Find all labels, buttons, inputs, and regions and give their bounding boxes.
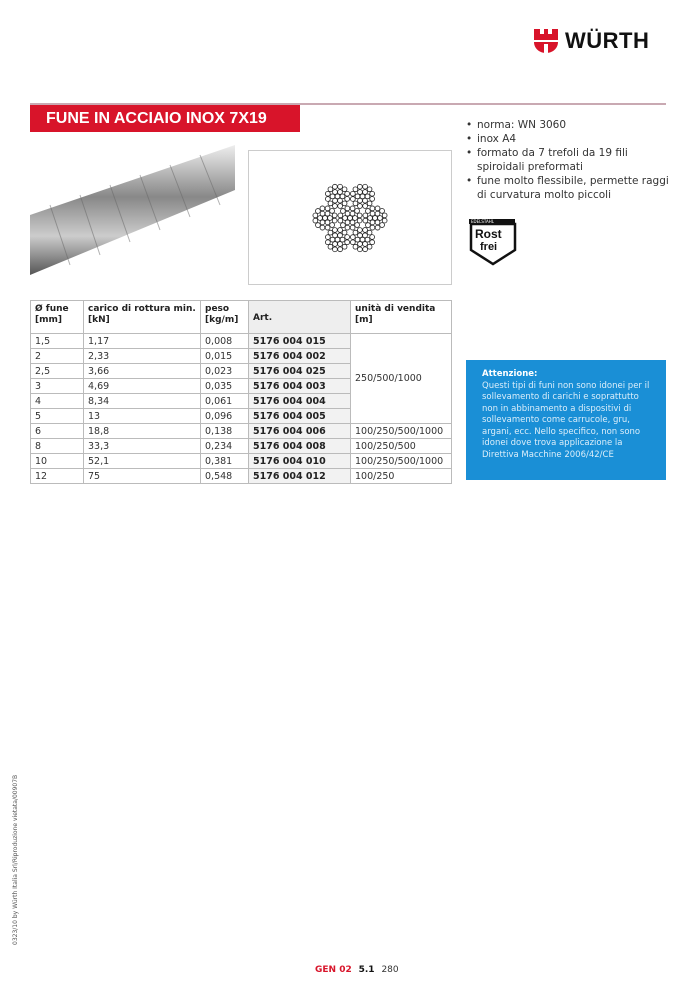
wire-mark <box>350 196 355 201</box>
wire-mark <box>350 225 355 230</box>
table-cell: 5 <box>31 409 84 424</box>
wire-mark <box>366 222 371 227</box>
table-cell: 3,66 <box>84 364 201 379</box>
wire-mark <box>370 196 375 201</box>
wire-mark <box>342 230 347 235</box>
table-row <box>31 334 452 349</box>
feature-item: • formato da 7 trefoli da 19 fili spiroidali preformati <box>466 146 671 174</box>
wire-mark <box>338 241 343 246</box>
table-cell: 5176 004 015 <box>249 334 351 349</box>
col-header: carico di rottura min. [kN] <box>84 301 201 334</box>
feature-list <box>466 118 671 202</box>
wire-mark <box>358 203 363 208</box>
badge-top: EDELSTAHL <box>471 219 495 224</box>
wire-mark <box>380 222 385 227</box>
wire-mark <box>338 184 343 189</box>
wire-mark <box>325 219 330 224</box>
wire-mark <box>375 205 380 210</box>
wire-mark <box>350 205 355 210</box>
wire-mark <box>316 208 321 213</box>
wire-mark <box>313 218 318 223</box>
wire-mark <box>363 213 368 218</box>
cross-section-diagram <box>248 150 452 285</box>
wire-mark <box>328 244 333 249</box>
wire-mark <box>338 218 343 223</box>
wire-mark <box>332 212 337 217</box>
table-cell: 18,8 <box>84 424 201 439</box>
feature-item: • fune molto flessibile, permette raggi di curvatura molto piccoli <box>466 174 671 202</box>
wire-mark <box>363 232 368 237</box>
brand-name: WÜRTH <box>565 28 650 53</box>
wire-mark <box>350 239 355 244</box>
table-cell: 5176 004 006 <box>249 424 351 439</box>
wire-mark <box>363 203 368 208</box>
table-cell: 0,015 <box>201 349 249 364</box>
table-cell: 0,096 <box>201 409 249 424</box>
wire-mark <box>367 230 372 235</box>
table-cell: 2,33 <box>84 349 201 364</box>
table-cell: 5176 004 025 <box>249 364 351 379</box>
rope-photo <box>30 145 235 275</box>
wire-mark <box>338 213 343 218</box>
table-cell: 2,5 <box>31 364 84 379</box>
table-cell: 4,69 <box>84 379 201 394</box>
table-cell: 0,061 <box>201 394 249 409</box>
wire-mark <box>370 225 375 230</box>
badge-line2: frei <box>480 241 498 253</box>
wire-mark <box>320 211 325 216</box>
wurth-logo <box>533 28 649 54</box>
wire-mark <box>325 211 330 216</box>
table-cell: 33,3 <box>84 439 201 454</box>
wire-mark <box>325 239 330 244</box>
wire-mark <box>325 191 330 196</box>
wire-mark <box>357 227 362 232</box>
wire-mark <box>350 191 355 196</box>
wire-mark <box>338 189 343 194</box>
wire-mark <box>375 211 380 216</box>
table-cell: 0,035 <box>201 379 249 394</box>
sales-unit-cell: 100/250/500 <box>351 439 452 454</box>
wire-mark <box>363 189 368 194</box>
wire-mark <box>345 205 350 210</box>
wire-mark <box>350 219 355 224</box>
table-cell: 0,008 <box>201 334 249 349</box>
wire-mark <box>353 186 358 191</box>
wire-mark <box>333 189 338 194</box>
wire-mark <box>338 203 343 208</box>
table-cell: 12 <box>31 469 84 484</box>
catalog-code: GEN 02 <box>315 965 352 975</box>
page-footer <box>315 965 399 975</box>
table-row <box>31 454 452 469</box>
wire-mark <box>355 208 360 213</box>
sales-unit-cell: 100/250 <box>351 469 452 484</box>
wire-mark <box>345 211 350 216</box>
wire-mark <box>332 218 337 223</box>
feature-item: • inox A4 <box>466 132 671 146</box>
wire-mark <box>342 201 347 206</box>
wire-mark <box>320 205 325 210</box>
wire-mark <box>370 239 375 244</box>
wire-mark <box>357 212 362 217</box>
wire-mark <box>325 196 330 201</box>
badge-line1: Rost <box>475 227 502 241</box>
table-cell: 3 <box>31 379 84 394</box>
wire-mark <box>357 218 362 223</box>
wire-mark <box>355 222 360 227</box>
table-cell: 5176 004 002 <box>249 349 351 364</box>
sales-unit-cell: 250/500/1000 <box>351 334 452 424</box>
wire-mark <box>332 227 337 232</box>
wire-mark <box>370 234 375 239</box>
table-cell: 0,381 <box>201 454 249 469</box>
wire-mark <box>325 205 330 210</box>
wire-mark <box>358 232 363 237</box>
table-cell: 0,548 <box>201 469 249 484</box>
page-number: 280 <box>381 965 399 975</box>
table-cell: 5176 004 004 <box>249 394 351 409</box>
wire-mark <box>370 205 375 210</box>
wire-mark <box>367 186 372 191</box>
warning-heading: Attenzione: <box>482 369 538 379</box>
wire-mark <box>316 222 321 227</box>
wire-mark <box>338 246 343 251</box>
table-cell: 6 <box>31 424 84 439</box>
wire-mark <box>333 232 338 237</box>
table-cell: 8,34 <box>84 394 201 409</box>
wire-mark <box>380 208 385 213</box>
wire-mark <box>353 230 358 235</box>
table-cell: 0,234 <box>201 439 249 454</box>
feature-item: • norma: WN 3060 <box>466 118 671 132</box>
table-cell: 5176 004 008 <box>249 439 351 454</box>
wire-mark <box>370 211 375 216</box>
table-cell: 5176 004 005 <box>249 409 351 424</box>
table-row <box>31 424 452 439</box>
wire-mark <box>313 213 318 218</box>
wire-mark <box>333 246 338 251</box>
wurth-logo-icon <box>533 28 559 54</box>
wire-mark <box>332 184 337 189</box>
col-header: Ø fune [mm] <box>31 301 84 334</box>
wire-mark <box>345 191 350 196</box>
wire-mark <box>367 244 372 249</box>
wire-mark <box>375 219 380 224</box>
wire-mark <box>363 184 368 189</box>
table-cell: 5176 004 012 <box>249 469 351 484</box>
wire-mark <box>333 203 338 208</box>
warning-box <box>466 360 666 480</box>
wire-mark <box>338 198 343 203</box>
wire-mark <box>370 191 375 196</box>
table-cell: 75 <box>84 469 201 484</box>
wire-mark <box>342 244 347 249</box>
table-cell: 0,023 <box>201 364 249 379</box>
table-cell: 5176 004 003 <box>249 379 351 394</box>
wire-mark <box>350 234 355 239</box>
wire-mark <box>363 241 368 246</box>
wire-mark <box>382 218 387 223</box>
wire-mark <box>330 222 335 227</box>
wire-mark <box>353 244 358 249</box>
wire-mark <box>358 246 363 251</box>
table-cell: 10 <box>31 454 84 469</box>
wire-mark <box>325 225 330 230</box>
sales-unit-cell: 100/250/500/1000 <box>351 454 452 469</box>
wire-mark <box>363 246 368 251</box>
wire-mark <box>350 211 355 216</box>
wire-mark <box>341 208 346 213</box>
wire-mark <box>345 234 350 239</box>
table-cell: 8 <box>31 439 84 454</box>
wire-mark <box>328 230 333 235</box>
strand-cross-section-icon <box>310 178 390 258</box>
wire-mark <box>345 225 350 230</box>
wire-mark <box>353 201 358 206</box>
col-header: peso [kg/m] <box>201 301 249 334</box>
copyright-text: 0323/10 by Würth Italia Srl/Riproduzione vietata/00907B <box>12 774 19 945</box>
table-cell: 13 <box>84 409 201 424</box>
section-number: 5.1 <box>358 965 375 975</box>
col-header: unità di vendita [m] <box>351 301 452 334</box>
wire-mark <box>363 218 368 223</box>
wire-mark <box>358 189 363 194</box>
wire-mark <box>363 198 368 203</box>
table-cell: 0,138 <box>201 424 249 439</box>
warning-text: Questi tipi di funi non sono idonei per il sollevamento di carichi e soprattutto non in abbinamento a dispositivi di sollevamento come carrucole, gru, argani, ecc. Nello specifico, non sono idonei dove trova applicazione la Direttiva Macchine 2006/42/CE <box>482 380 650 460</box>
wire-mark <box>338 232 343 237</box>
col-header: Art. <box>249 301 351 334</box>
table-cell: 2 <box>31 349 84 364</box>
table-cell: 4 <box>31 394 84 409</box>
wire-mark <box>342 186 347 191</box>
table-row <box>31 439 452 454</box>
page-title: FUNE IN ACCIAIO INOX 7X19 <box>30 105 300 132</box>
wire-mark <box>345 239 350 244</box>
wire-mark <box>325 234 330 239</box>
wire-mark <box>330 208 335 213</box>
table-cell: 1,17 <box>84 334 201 349</box>
wire-mark <box>382 212 387 217</box>
product-table <box>30 300 452 484</box>
wire-mark <box>366 208 371 213</box>
wire-mark <box>338 227 343 232</box>
wire-mark <box>341 222 346 227</box>
table-cell: 5176 004 010 <box>249 454 351 469</box>
wire-mark <box>328 186 333 191</box>
sales-unit-cell: 100/250/500/1000 <box>351 424 452 439</box>
wire-mark <box>375 225 380 230</box>
wire-mark <box>357 184 362 189</box>
wire-mark <box>320 225 325 230</box>
table-cell: 52,1 <box>84 454 201 469</box>
rost-frei-badge-icon <box>468 218 526 266</box>
wire-mark <box>345 196 350 201</box>
table-cell: 1,5 <box>31 334 84 349</box>
wire-mark <box>367 201 372 206</box>
table-row <box>31 469 452 484</box>
wire-mark <box>328 201 333 206</box>
wire-mark <box>363 227 368 232</box>
